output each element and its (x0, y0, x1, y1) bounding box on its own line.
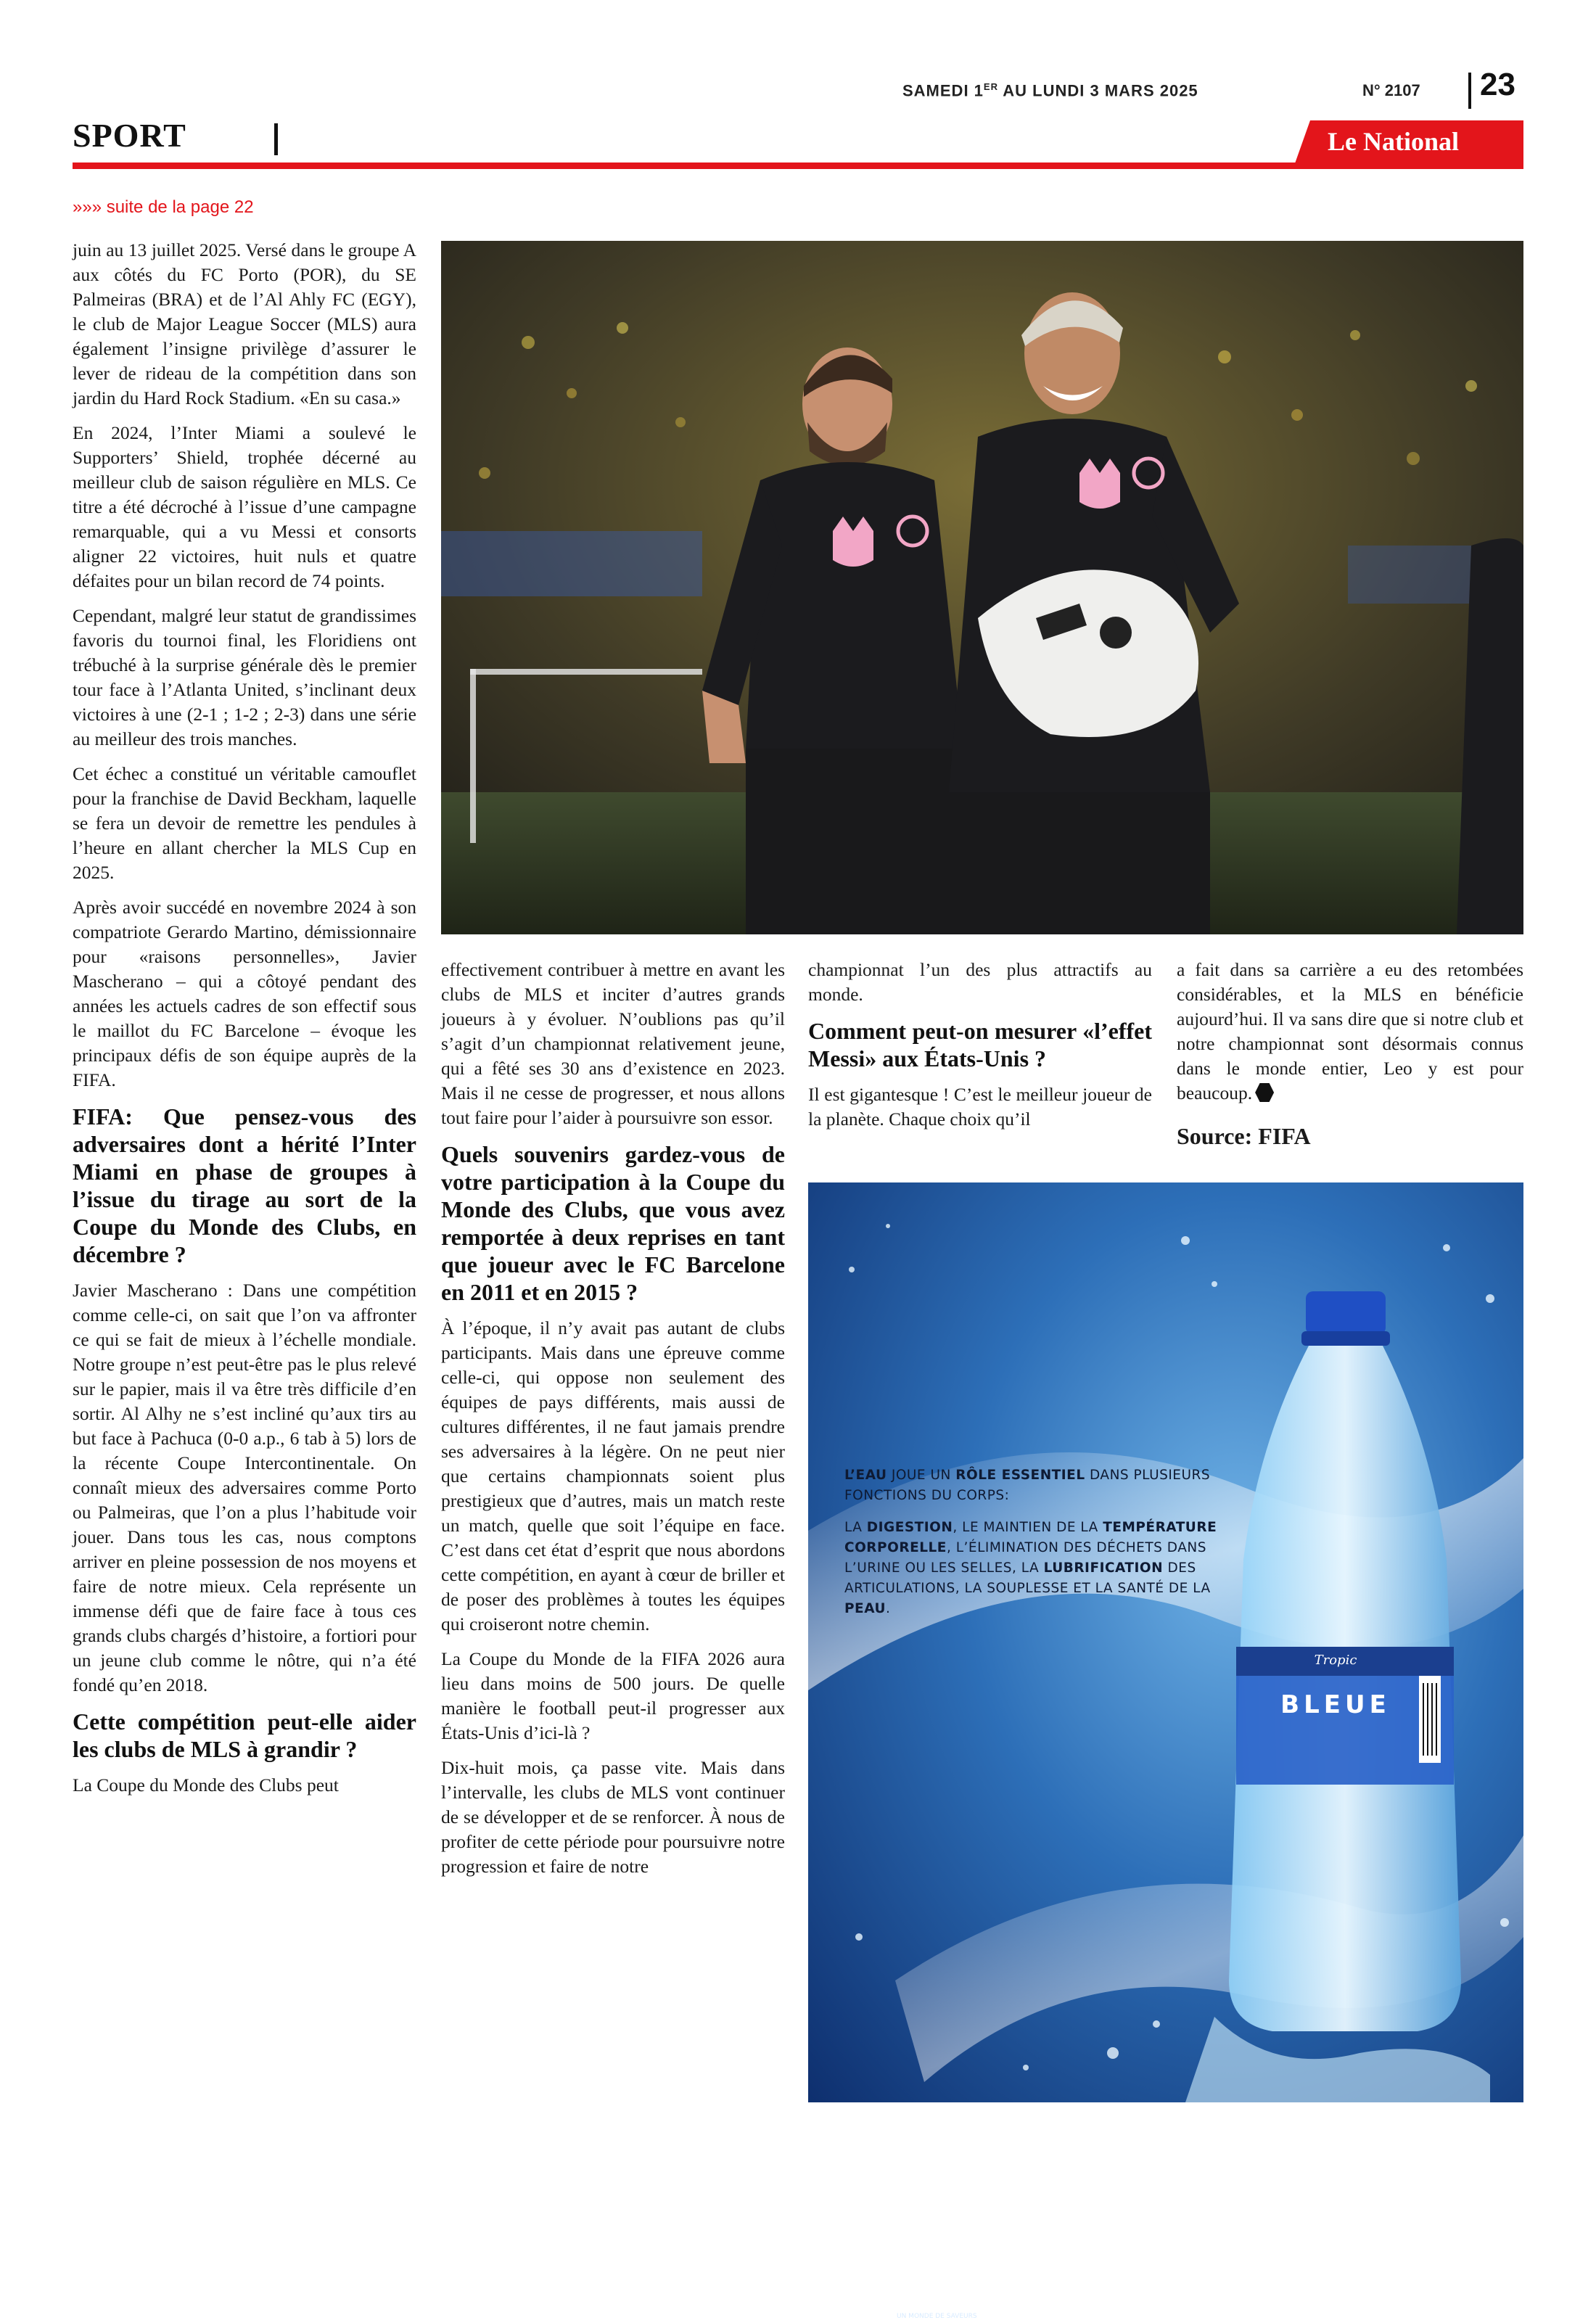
ad-copy-fragment: LUBRIFICATION (1043, 1560, 1164, 1576)
brand-name: Le National (1328, 127, 1460, 156)
date-line (902, 81, 1198, 100)
date-suffix: AU LUNDI 3 MARS 2025 (998, 81, 1198, 100)
tropic-logo-suffix: S.A (1037, 2285, 1061, 2303)
tropic-logo-tagline: UN MONDE DE SAVEURS (897, 2313, 977, 2320)
paragraph: Il est gigantesque ! C’est le meilleur joueur de la planète. Chaque choix qu’il (808, 1084, 1152, 1130)
header-rule (73, 163, 1523, 169)
paragraph (1177, 958, 1523, 1106)
page-number: 23 (1480, 67, 1515, 102)
ad-copy-fragment: TEMPÉRATURE CORPORELLE (844, 1520, 1217, 1555)
date-superscript: ER (983, 81, 998, 92)
tropic-logo-name: TROPIC (894, 2265, 1037, 2308)
section-title: SPORT (73, 117, 186, 154)
ad-copy-fragment: , L’ÉLIMINATION DES DÉCHETS DANS L’URINE OU LES SELLES, LA (844, 1540, 1206, 1576)
ad-copy-fragment: RÔLE ESSENTIEL (955, 1468, 1085, 1483)
paragraph: La Coupe du Monde de la FIFA 2026 aura lieu dans moins de 500 jours. De quelle manière le football peut-il progresser aux États-Unis d’ici-là ? (441, 1648, 785, 1743)
question-heading: Cette compétition peut-elle aider les clubs de MLS à grandir ? (73, 1708, 416, 1762)
paragraph: À l’époque, il n’y avait pas autant de clubs participants. Mais dans une épreuve comme celle-ci, qui oppose non seulement des équipes de pays différents, mais aussi de cultures différentes, il ne faut jamais prendre ses adversaires à la légère. On ne peut nier que certains championnats soient plus prestigieux que d’autres, mais un match reste un match, quelle que soit l’équipe en face. C’est dans cet état d’esprit que nous abordons cette compétition, en ayant à cœur de briller et de poser des problèmes à toutes les équipes qui croiseront notre chemin. (441, 1317, 785, 1634)
tropic-logo-word (894, 2265, 1061, 2308)
article-column-1 (73, 238, 416, 2168)
ad-copy (844, 1465, 1222, 1631)
paragraph: juin au 13 juillet 2025. Versé dans le groupe A aux côtés du FC Porto (POR), du SE Palmeiras (BRA) et de l’Al Ahly FC (EGY), le club de Major League Soccer (MLS) aura également l’insigne privilège d’assurer le lever de rideau de la compétition dans son jardin du Hard Rock Stadium. «En su casa.» (73, 239, 416, 408)
page-number-divider (1468, 73, 1471, 109)
article-column-4 (1177, 958, 1523, 1175)
article-photo (441, 241, 1523, 934)
ad-copy-paragraph-2 (844, 1518, 1222, 1619)
date-prefix: SAMEDI 1 (902, 81, 984, 100)
question-heading: FIFA: Que pensez-vous des adversaires dont a hérité l’Inter Miami en phase de groupes à l’issue du tirage au sort de la Coupe du Monde des Clubs, en décembre ? (73, 1103, 416, 1267)
paragraph: Cependant, malgré leur statut de grandissimes favoris du tournoi final, les Floridiens ont trébuché à la surprise générale dès le premier tour face à l’Atlanta United, s’inclinant deux victoires à une (2-1 ; 1-2 ; 2-3) dans une série au meilleur des trois manches. (73, 605, 416, 749)
paragraph: Dix-huit mois, ça passe vite. Mais dans l’intervalle, les clubs de MLS vont continuer de se développer et de se renforcer. À nous de profiter de cette période pour poursuivre notre progression et faire de notre (441, 1757, 785, 1877)
bottle-label: BLEUE (1280, 1690, 1391, 1719)
issue-number: N° 2107 (1362, 81, 1420, 99)
ad-copy-fragment: , LE MAINTIEN DE LA (953, 1520, 1103, 1535)
ad-copy-fragment: L’EAU (844, 1468, 887, 1483)
paragraph: effectivement contribuer à mettre en avant les clubs de MLS et inciter d’autres grands joueurs à y évoluer. N’oublions pas qu’il s’agit d’un championnat relativement jeune, qui a fêté ses 30 ans d’existence en 2023. Mais il ne cesse de progresser, et nous allons tout faire pour l’aider à poursuivre son essor. (441, 959, 785, 1128)
ad-copy-fragment: DES ARTICULATIONS, LA SOUPLESSE ET LA SANTÉ DE LA (844, 1560, 1211, 1596)
ad-copy-fragment: . (885, 1601, 891, 1616)
ad-background-icon (808, 1182, 1523, 2102)
ad-copy-fragment: PEAU (844, 1601, 886, 1616)
article-column-3 (808, 958, 1152, 1175)
paragraph: Cet échec a constitué un véritable camouflet pour la franchise de David Beckham, laquelle se fera un devoir de remettre les pendules à l’heure en allant chercher la MLS Cup en 2025. (73, 763, 416, 883)
ad-copy-fragment: LA (844, 1520, 867, 1535)
paragraph: championnat l’un des plus attractifs au monde. (808, 959, 1152, 1005)
paragraph: La Coupe du Monde des Clubs peut (73, 1774, 339, 1795)
continued-from-link[interactable]: »»» suite de la page 22 (73, 197, 254, 217)
section-divider (274, 123, 278, 155)
paragraph-text: a fait dans sa carrière a eu des retombées considérables, et la MLS en bénéficie aujourd’hui. Il va sans dire que si notre club et notre championnat sont désormais connus dans le monde entier, Leo y est pour beaucoup. (1177, 959, 1523, 1103)
ad-copy-fragment: JOUE UN (887, 1468, 956, 1483)
photo-two-players-celebrating-icon (441, 241, 1523, 934)
paragraph: En 2024, l’Inter Miami a soulevé le Supporters’ Shield, trophée décerné au meilleur club de saison régulière en MLS. Ce titre a été décroché à l’issue d’une campagne remarquable, qui a vu Messi et consorts aligner 22 victoires, huit nuls et quatre défaites pour un bilan record de 74 points. (73, 422, 416, 591)
ad-copy-paragraph-1 (844, 1465, 1222, 1506)
end-of-article-icon (1255, 1083, 1274, 1102)
bottle-brand: Tropic (1314, 1653, 1357, 1668)
question-heading: Quels souvenirs gardez-vous de votre participation à la Coupe du Monde des Clubs, que vous avez remportée à deux reprises en tant que joueur avec le FC Barcelone en 2011 et en 2015 ? (441, 1141, 785, 1305)
ad-copy-fragment: DIGESTION (866, 1520, 953, 1535)
paragraph: Javier Mascherano : Dans une compétition comme celle-ci, on sait que l’on va affronter ce qui se fait de mieux à l’échelle mondiale. Notre groupe n’est peut-être pas le plus relevé sur le papier, mais il va être très difficile d’en sortir. Al Alhy ne s’est incliné qu’aux tirs au but face à Pachuca (0-0 a.p., 6 tab à 5) lors de la récente Coupe Intercontinentale. On connaît mieux des adversaires comme Porto ou Palmeiras, que l’on a plus l’habitude voir jouer. Dans tous les cas, nous comptons arriver en pleine possession de nos moyens et faire de notre mieux. Cela représente un immense défi que de faire face à tous ces grands clubs chargés d’histoire, a fortiori pour un jeune club comme le nôtre, qui n’a été fondé qu’en 2018. (73, 1280, 416, 1695)
water-advertisement (808, 1182, 1523, 2320)
question-heading: Comment peut-on mesurer «l’effet Messi» aux États-Unis ? (808, 1018, 1152, 1071)
ad-copy-fragment: DANS PLUSIEURS FONCTIONS DU CORPS: (844, 1468, 1211, 1503)
article-column-2 (441, 958, 785, 2169)
paragraph: Après avoir succédé en novembre 2024 à son compatriote Gerardo Martino, démissionnaire pour «raisons personnelles», Javier Mascherano – qui a côtoyé pendant des années les actuels cadres de son effectif sous le maillot du FC Barcelone – évoque les principaux défis de son équipe auprès de la FIFA. (73, 897, 416, 1090)
article-source: Source: FIFA (1177, 1123, 1311, 1149)
